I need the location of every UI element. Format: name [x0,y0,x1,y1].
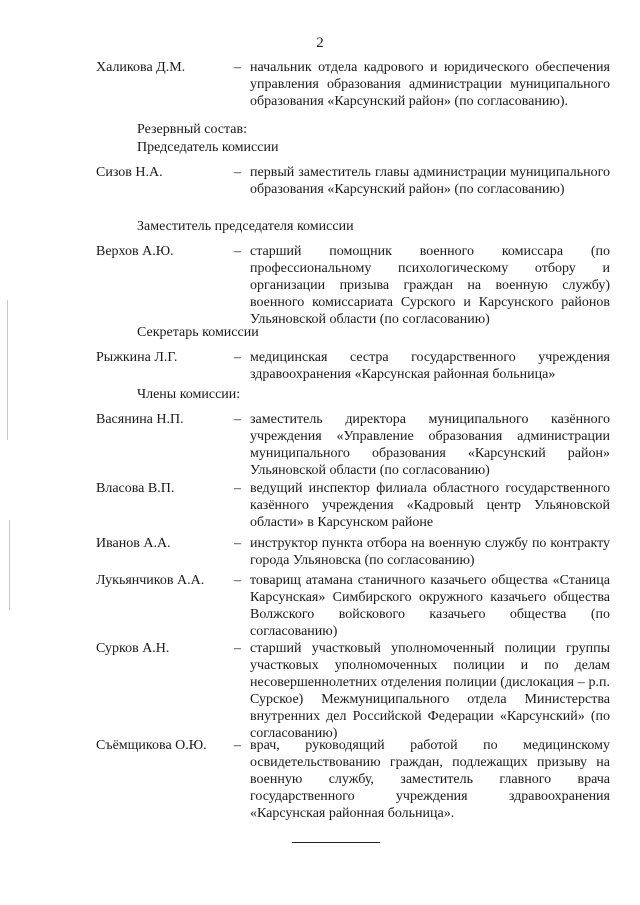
member-name: Съёмщикова О.Ю. [96,738,207,753]
member-entry [96,572,610,640]
member-name: Сурков А.Н. [96,641,170,656]
member-entry [96,640,610,742]
section-heading-members: Члены комиссии: [137,387,241,402]
member-entry [96,164,610,198]
section-heading-reserve: Резервный состав: [137,122,248,137]
member-entry [96,480,610,531]
dash-separator: – [234,641,241,656]
member-name: Лукьянчиков А.А. [96,573,205,588]
section-heading-secretary: Секретарь комиссии [137,325,259,340]
member-position: начальник отдела кадрового и юридического обеспечения управления образования администрации муниципального образования «Карсунский район» (по согласованию). [250,60,610,109]
member-name: Васянина Н.П. [96,412,184,427]
member-entry [96,411,610,479]
member-entry [96,349,610,383]
dash-separator: – [234,573,241,588]
member-entry [96,737,610,822]
member-entry [96,59,610,110]
page-number: 2 [316,35,324,51]
member-name: Сизов Н.А. [96,165,163,180]
dash-separator: – [234,350,241,365]
member-position: инструктор пункта отбора на военную службу по контракту города Ульяновска (по согласованию) [250,536,610,568]
dash-separator: – [234,244,241,259]
member-position: ведущий инспектор филиала областного государственного казённого учреждения «Кадровый центр Ульяновской области» в Карсунском районе [250,481,610,530]
member-name: Рыжкина Л.Г. [96,350,178,365]
member-position: врач, руководящий работой по медицинскому освидетельствованию граждан, подлежащих призыву на военную службу, заместитель главного врача государственного учреждения здравоохранения «Карсунская районная больница». [250,738,610,821]
dash-separator: – [234,412,241,427]
member-position: старший помощник военного комиссара (по профессиональному психологическому отбору и организации призыва граждан на военную службу) военного комиссариата Сурского и Карсунского районов Ульяновской области (по согласованию) [250,244,610,327]
section-heading-chairman: Председатель комиссии [137,140,279,155]
scan-edge-mark [9,520,10,610]
member-position: старший участковый уполномоченный полиции группы участковых уполномоченных полиции и по делам несовершеннолетних отделения полиции (дислокация – р.п. Сурское) Межмуниципального отдела Министерства внутренних дел Российской Федерации «Карсунский» (по согласованию) [250,641,610,741]
member-entry [96,535,610,569]
member-entry [96,243,610,328]
end-rule [292,842,380,843]
dash-separator: – [234,536,241,551]
scan-edge-mark [7,300,8,440]
member-position: заместитель директора муниципального казённого учреждения «Управление образования администрации муниципального образования «Карсунский район» Ульяновской области (по согласованию) [250,412,610,478]
member-name: Власова В.П. [96,481,175,496]
member-name: Иванов А.А. [96,536,171,551]
member-name: Верхов А.Ю. [96,244,174,259]
member-name: Халикова Д.М. [96,60,186,75]
dash-separator: – [234,481,241,496]
member-position: товарищ атамана станичного казачьего общества «Станица Карсунская» Симбирского окружного казачьего общества Волжского войскового казачьего общества (по согласованию) [250,573,610,639]
section-heading-deputy: Заместитель председателя комиссии [137,219,354,234]
member-position: медицинская сестра государственного учреждения здравоохранения «Карсунская районная больница» [250,350,610,382]
member-position: первый заместитель главы администрации муниципального образования «Карсунский район» (по согласованию) [250,165,610,197]
dash-separator: – [234,60,241,75]
dash-separator: – [234,738,241,753]
dash-separator: – [234,165,241,180]
